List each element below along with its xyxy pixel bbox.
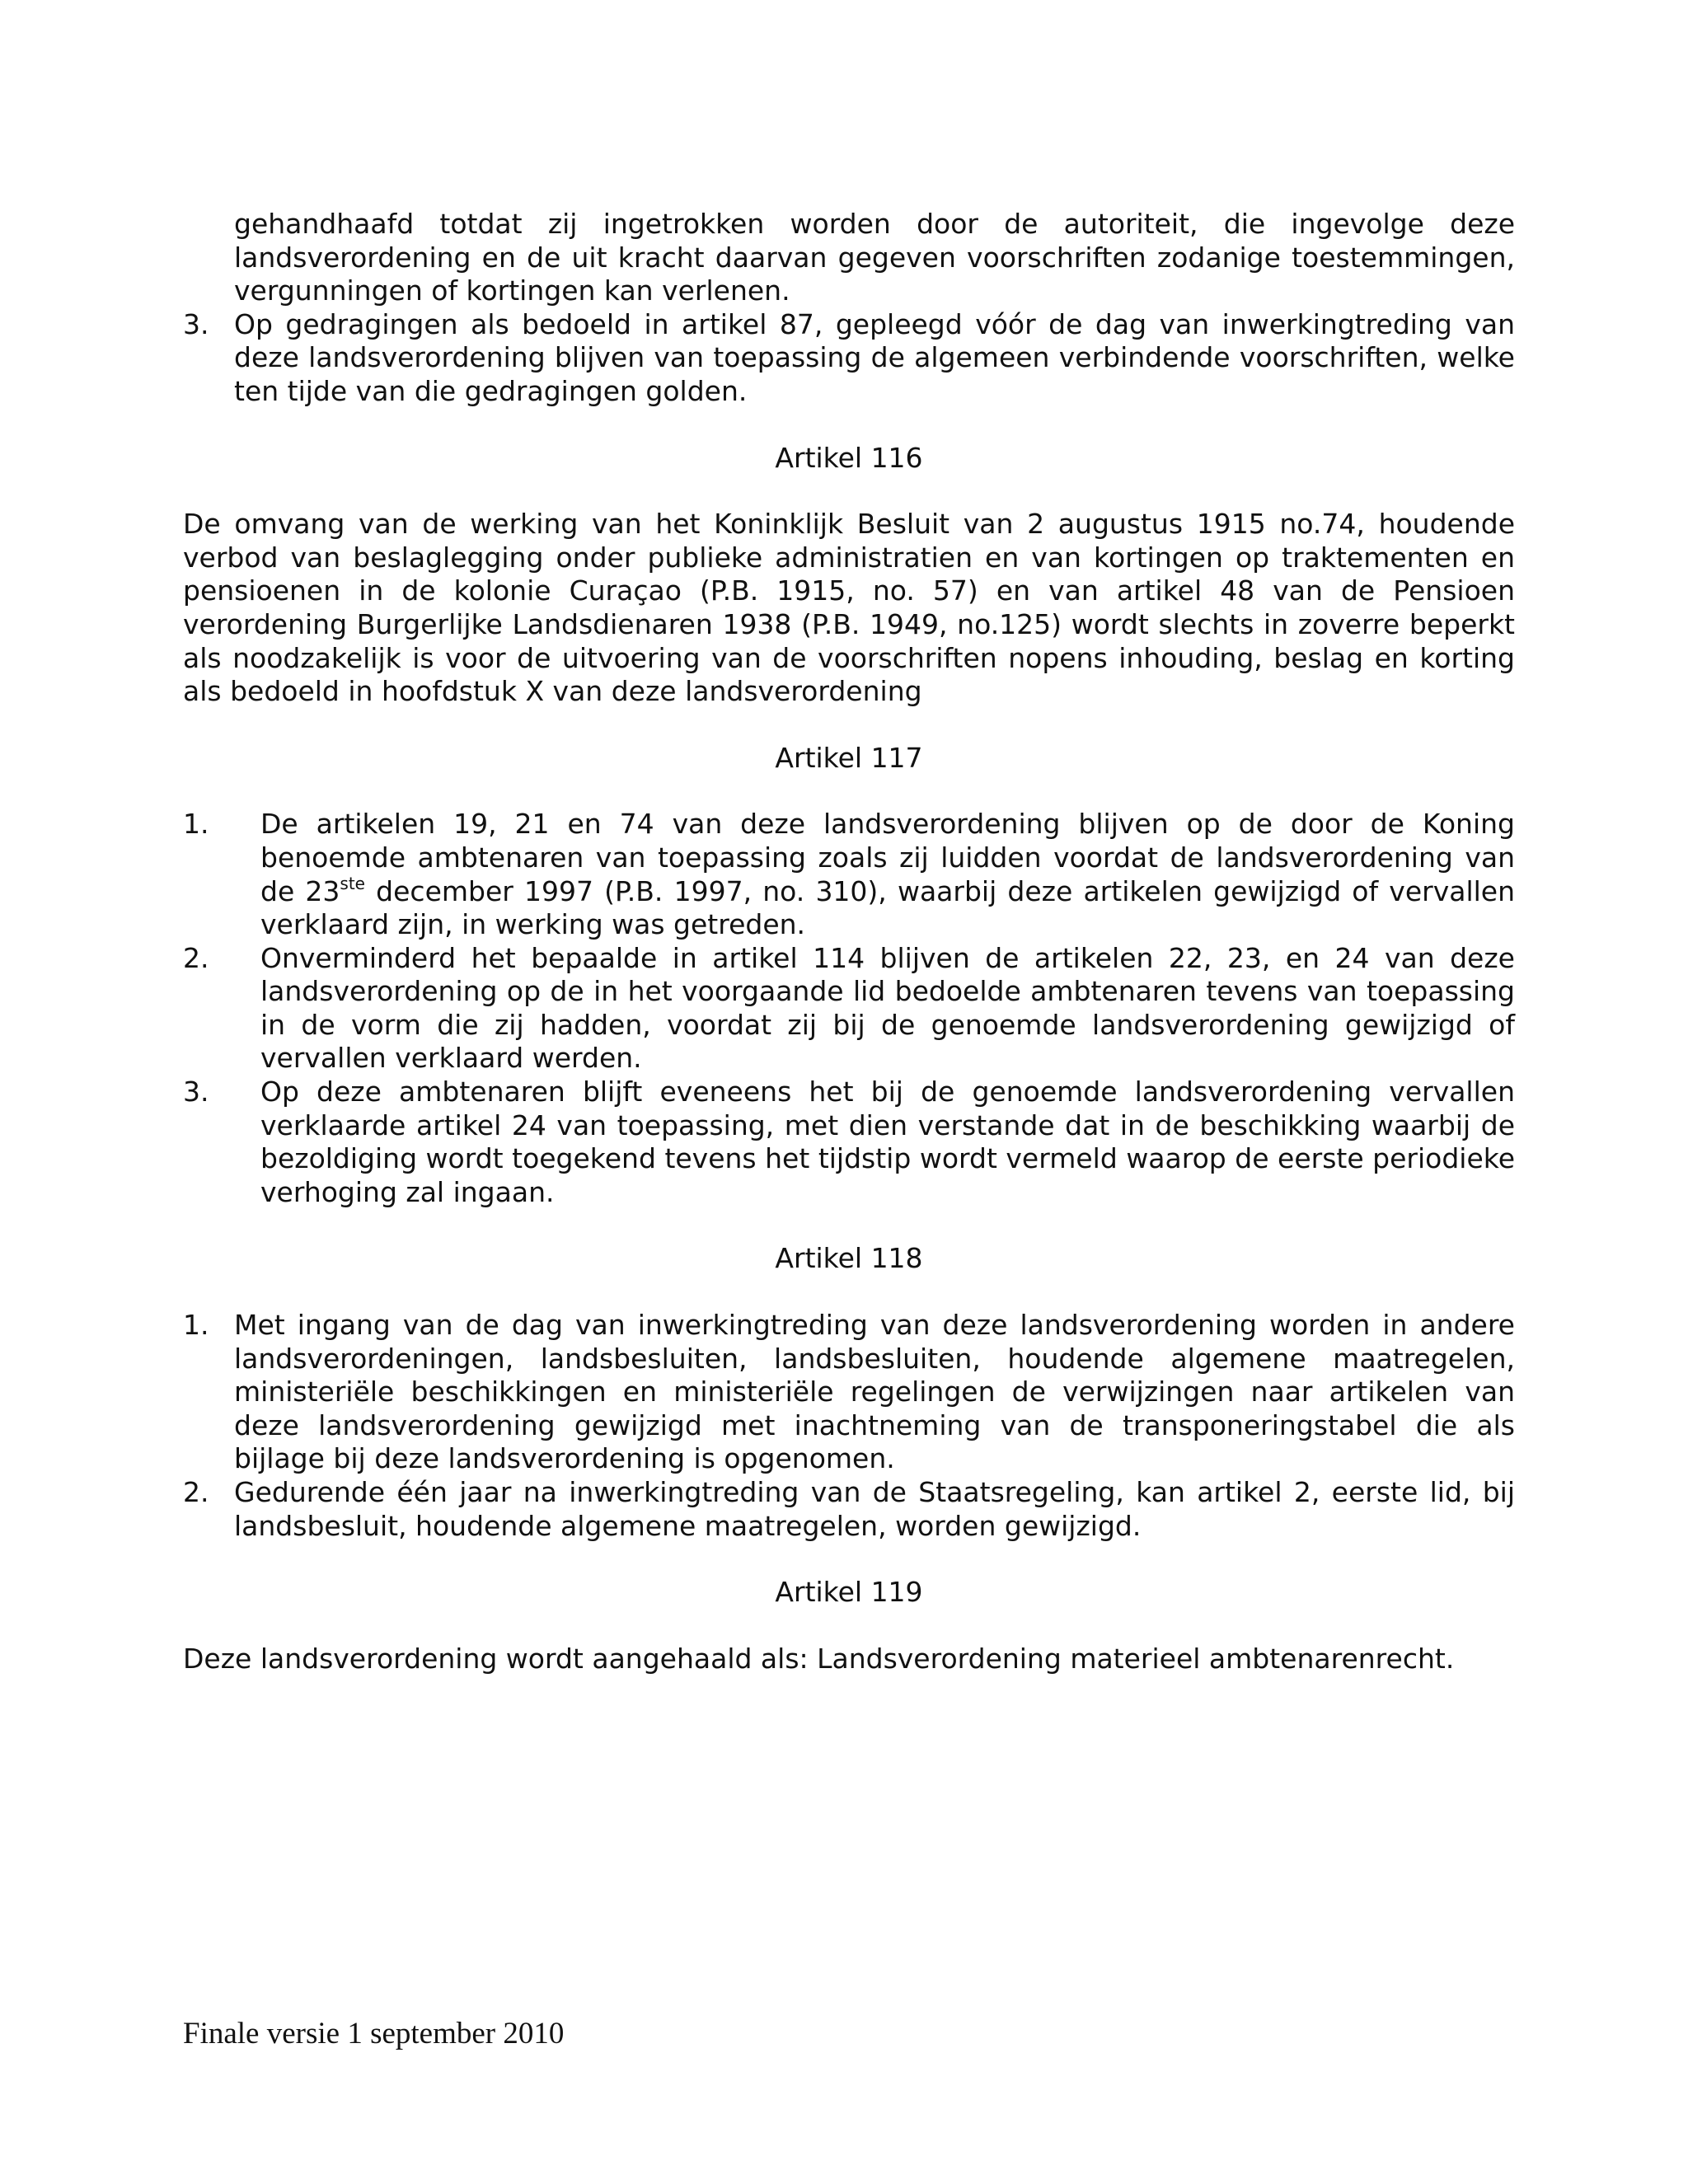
intro-list-item-3 xyxy=(183,308,1515,409)
intro-continuation-paragraph: gehandhaafd totdat zij ingetrokken worden door de autoriteit, die ingevolge deze landsverordening en de uit kracht daarvan gegeven voorschriften zodanige toestemmingen, vergunningen of kortingen kan verlenen. xyxy=(234,208,1515,307)
article-118-heading: Artikel 118 xyxy=(775,1242,923,1275)
article-117-item-3 xyxy=(183,1076,1515,1209)
list-number: 2. xyxy=(183,941,209,974)
list-item-text: Op deze ambtenaren blijft eveneens het bij de genoemde landsverordening vervallen verklaarde artikel 24 van toepassing, met dien verstande dat in de beschikking waarbij de bezoldiging wordt toegekend tevens het tijdstip wordt vermeld waarop de eerste periodieke verhoging zal ingaan. xyxy=(260,1076,1515,1208)
article-116-paragraph: De omvang van de werking van het Koninklijk Besluit van 2 augustus 1915 no.74, houdende verbod van beslaglegging onder publieke administratien en van kortingen op traktementen en pensioenen in de kolonie Curaçao (P.B. 1915, no. 57) en van artikel 48 van de Pensioen verordening Burgerlijke Landsdienaren 1938 (P.B. 1949, no.125) wordt slechts in zoverre beperkt als noodzakelijk is voor de uitvoering van de voorschriften nopens inhouding, beslag en korting als bedoeld in hoofdstuk X van deze landsverordening xyxy=(183,508,1515,708)
article-119-paragraph: Deze landsverordening wordt aangehaald als: Landsverordening materieel ambtenarenrecht. xyxy=(183,1642,1455,1675)
list-item-text-part: De artikelen 19, 21 en 74 van deze landsverordening blijven op de door de Koning benoemde ambtenaren van toepassing zoals zij luidden voordat de landsverordening van de 23 xyxy=(260,808,1515,907)
article-116-heading: Artikel 116 xyxy=(775,441,923,474)
list-number: 1. xyxy=(183,1309,209,1342)
list-item-text: Gedurende één jaar na inwerkingtreding van de Staatsregeling, kan artikel 2, eerste lid, bij landsbesluit, houdende algemene maatregelen, worden gewijzigd. xyxy=(234,1476,1515,1542)
article-117-item-1 xyxy=(183,808,1515,941)
article-117-heading: Artikel 117 xyxy=(775,741,923,774)
list-item-text-part: december 1997 (P.B. 1997, no. 310), waarbij deze artikelen gewijzigd of vervallen verklaard zijn, in werking was getreden. xyxy=(260,874,1516,941)
list-number: 1. xyxy=(183,808,209,841)
article-118-item-1 xyxy=(183,1309,1515,1476)
list-item-text: Op gedragingen als bedoeld in artikel 87, gepleegd vóór de dag van inwerkingtreding van deze landsverordening blijven van toepassing de algemeen verbindende voorschriften, welke ten tijde van die gedragingen golden. xyxy=(234,307,1515,407)
list-number: 3. xyxy=(183,1076,209,1108)
document-page xyxy=(183,208,1515,1675)
list-item-text xyxy=(260,808,1515,941)
page-footer: Finale versie 1 september 2010 xyxy=(183,2017,565,2050)
article-118-item-2 xyxy=(183,1476,1515,1543)
superscript-ordinal: ste xyxy=(340,873,365,893)
article-119-heading: Artikel 119 xyxy=(775,1576,923,1609)
article-117-item-2 xyxy=(183,942,1515,1076)
list-item-text: Onverminderd het bepaalde in artikel 114 blijven de artikelen 22, 23, en 24 van deze landsverordening op de in het voorgaande lid bedoelde ambtenaren tevens van toepassing in de vorm die zij hadden, voordat zij bij de genoemde landsverordening gewijzigd of vervallen verklaard werden. xyxy=(260,941,1515,1075)
list-item-text: Met ingang van de dag van inwerkingtreding van deze landsverordening worden in andere landsverordeningen, landsbesluiten, landsbesluiten, houdende algemene maatregelen, ministeriële beschikkingen en ministeriële regelingen de verwijzingen naar artikelen van deze landsverordening gewijzigd met inachtneming van de transponeringstabel die als bijlage bij deze landsverordening is opgenomen. xyxy=(234,1309,1515,1475)
list-number: 2. xyxy=(183,1476,209,1508)
list-number: 3. xyxy=(183,307,209,340)
